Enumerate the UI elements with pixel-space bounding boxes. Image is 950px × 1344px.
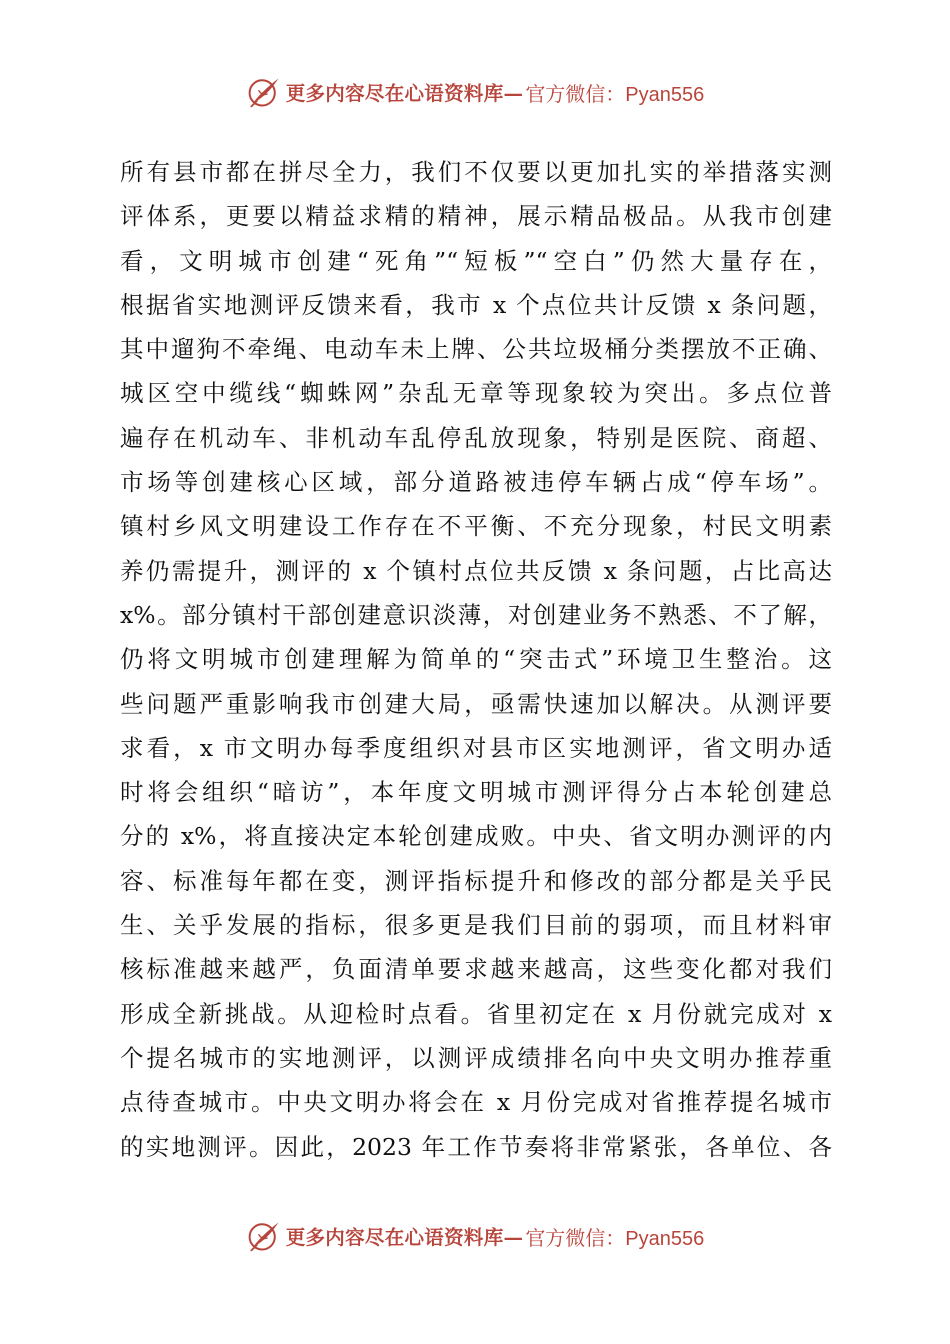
header-banner (0, 70, 950, 114)
body-line: 时将会组织“暗访”，本年度文明城市测评得分占本轮创建总 (120, 778, 832, 807)
body-line: 求看，x 市文明办每季度组织对县市区实地测评，省文明办适 (120, 733, 832, 762)
body-line: 评体系，更要以精益求精的精神，展示精品极品。从我市创建 (120, 202, 832, 231)
body-line: 仍将文明城市创建理解为简单的“突击式”环境卫生整治。这 (120, 645, 832, 674)
quill-logo-icon (246, 74, 282, 110)
body-line: 些问题严重影响我市创建大局，亟需快速加以解决。从测评要 (120, 689, 832, 718)
footer-site-text: 更多内容尽在心语资料库— (285, 1226, 524, 1249)
body-line: 看，文明城市创建“死角”“短板”“空白”仍然大量存在， (120, 246, 832, 275)
body-line: 形成全新挑战。从迎检时点看。省里初定在 x 月份就完成对 x (120, 999, 832, 1028)
body-line: x%。部分镇村干部创建意识淡薄，对创建业务不熟悉、不了解， (120, 600, 832, 629)
footer-banner (0, 1214, 950, 1258)
body-line: 核标准越来越严，负面清单要求越来越高，这些变化都对我们 (120, 955, 832, 984)
body-line: 根据省实地测评反馈来看，我市 x 个点位共计反馈 x 条问题， (120, 290, 832, 319)
body-line: 遍存在机动车、非机动车乱停乱放现象，特别是医院、商超、 (120, 423, 832, 452)
body-line: 养仍需提升，测评的 x 个镇村点位共反馈 x 条问题，占比高达 (120, 556, 832, 585)
document-body (120, 150, 832, 1169)
body-line: 其中遛狗不牵绳、电动车未上牌、公共垃圾桶分类摆放不正确、 (120, 335, 832, 364)
quill-logo-icon (246, 1218, 282, 1254)
body-line: 的实地测评。因此，2023 年工作节奏将非常紧张，各单位、各 (120, 1132, 832, 1161)
header-site-text: 更多内容尽在心语资料库— (285, 82, 524, 105)
body-line: 城区空中缆线“蜘蛛网”杂乱无章等现象较为突出。多点位普 (120, 379, 832, 408)
body-line: 个提名城市的实地测评，以测评成绩排名向中央文明办推荐重 (120, 1043, 832, 1072)
header-wechat-text: 官方微信：Pyan556 (525, 83, 705, 106)
body-line: 所有县市都在拼尽全力，我们不仅要以更加扎实的举措落实测 (120, 158, 832, 186)
body-line: 市场等创建核心区域，部分道路被违停车辆占成“停车场”。 (120, 468, 832, 497)
body-line: 分的 x%，将直接决定本轮创建成败。中央、省文明办测评的内 (120, 822, 832, 851)
footer-wechat-text: 官方微信：Pyan556 (525, 1227, 705, 1250)
body-line: 容、标准每年都在变，测评指标提升和修改的部分都是关乎民 (120, 866, 832, 895)
body-line: 镇村乡风文明建设工作存在不平衡、不充分现象，村民文明素 (120, 512, 832, 541)
body-line: 生、关乎发展的指标，很多更是我们目前的弱项，而且材料审 (120, 911, 832, 940)
body-line: 点待查城市。中央文明办将会在 x 月份完成对省推荐提名城市 (120, 1088, 832, 1117)
